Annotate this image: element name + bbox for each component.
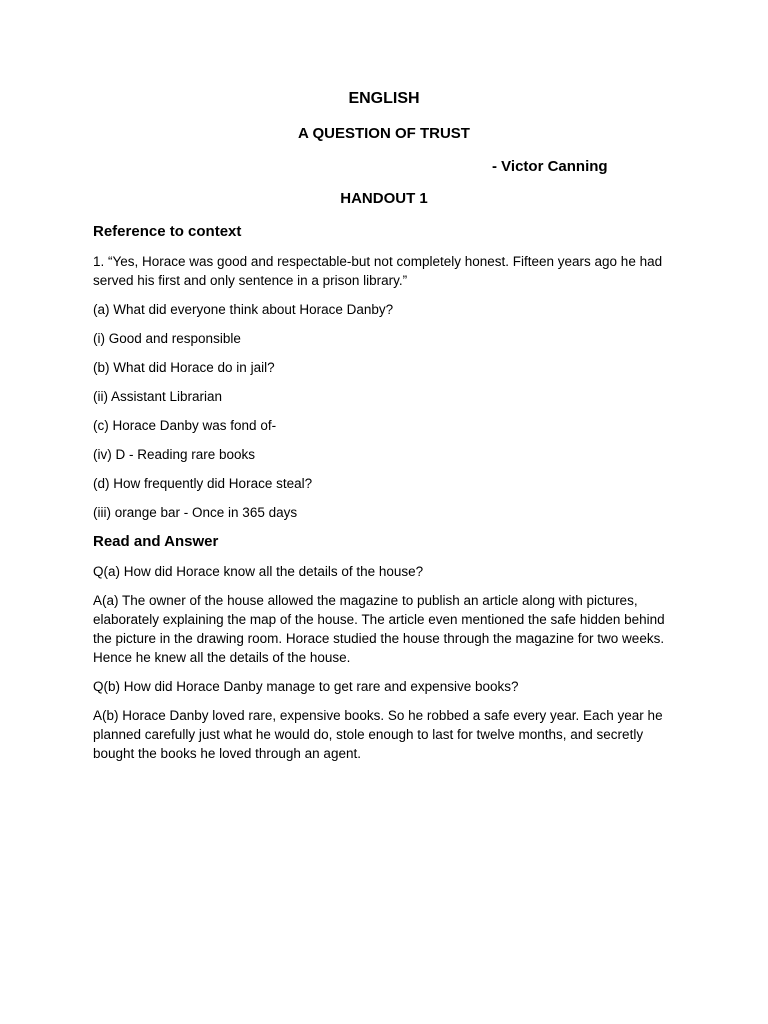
question-c: (c) Horace Danby was fond of-: [93, 418, 277, 433]
author-line: - Victor Canning: [492, 158, 608, 175]
question-a: (a) What did everyone think about Horace Danby?: [93, 302, 394, 317]
qa-question-b: Q(b) How did Horace Danby manage to get rare and expensive books?: [93, 679, 519, 694]
qa-answer-a: A(a) The owner of the house allowed the magazine to publish an article along with pictures, elaborately explaining the map of the house. The article even mentioned the safe hidden behind the picture in the drawing room. Horace studied the house through the magazine for two weeks. Hence he knew all the details of the house.: [93, 593, 665, 665]
answer-a: (i) Good and responsible: [93, 331, 241, 346]
qa-answer-b: A(b) Horace Danby loved rare, expensive books. So he robbed a safe every year. Each year he planned carefully just what he would do, stole enough to last for twelve months, and secretly bought the books he loved through an agent.: [93, 708, 663, 761]
section-heading-read-answer: Read and Answer: [93, 533, 219, 550]
answer-c: (iv) D - Reading rare books: [93, 447, 256, 462]
reference-passage: 1. “Yes, Horace was good and respectable-but not completely honest. Fifteen years ago he had served his first and only sentence in a prison library.”: [93, 254, 663, 288]
qa-question-a: Q(a) How did Horace know all the details of the house?: [93, 564, 424, 579]
question-d: (d) How frequently did Horace steal?: [93, 476, 313, 491]
section-heading-reference: Reference to context: [93, 223, 242, 240]
document-body: [93, 222, 683, 773]
subject-title: ENGLISH: [348, 90, 420, 107]
answer-b: (ii) Assistant Librarian: [93, 389, 223, 404]
story-title: A QUESTION OF TRUST: [298, 125, 470, 142]
handout-title: HANDOUT 1: [340, 190, 428, 207]
answer-d: (iii) orange bar - Once in 365 days: [93, 505, 298, 520]
question-b: (b) What did Horace do in jail?: [93, 360, 275, 375]
